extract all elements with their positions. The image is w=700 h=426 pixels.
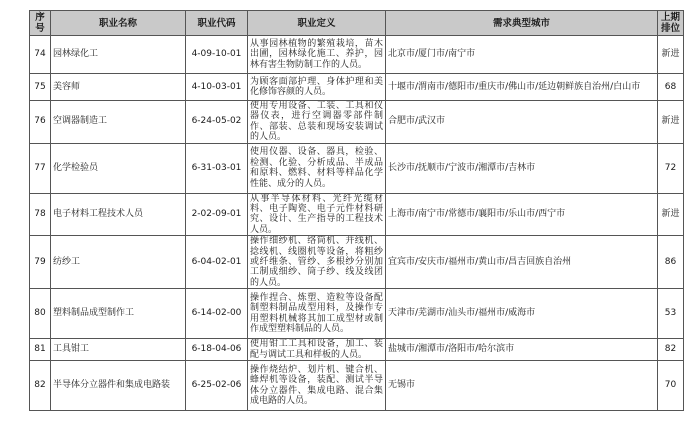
cell-cities: 北京市/厦门市/南宁市 [386, 36, 658, 74]
table-row [30, 289, 684, 339]
cell-cities: 合肥市/武汉市 [386, 101, 658, 144]
table-row [30, 101, 684, 144]
occupation-table [29, 10, 684, 411]
cell-rank: 68 [658, 74, 684, 101]
cell-name: 美容师 [51, 74, 186, 101]
table-row [30, 339, 684, 361]
cell-name: 空调器制造工 [51, 101, 186, 144]
cell-name: 工具钳工 [51, 339, 186, 361]
cell-code: 6-18-04-06 [186, 339, 248, 361]
cell-no: 79 [30, 236, 51, 289]
cell-name: 化学检验员 [51, 143, 186, 193]
cell-definition: 操作烧结炉、划片机、键合机、蜂焊机等设备，装配、测试半导体分立器件、集成电路、混合集成电路的人员。 [248, 361, 386, 411]
cell-name: 纺纱工 [51, 236, 186, 289]
cell-rank: 86 [658, 236, 684, 289]
cell-no: 74 [30, 36, 51, 74]
cell-rank: 53 [658, 289, 684, 339]
table-row [30, 143, 684, 193]
cell-definition: 从事园林植物的繁殖栽培，苗木出圃，园林绿化施工、养护，园林有害生物防制工作的人员。 [248, 36, 386, 74]
header-code: 职业代码 [186, 11, 248, 36]
cell-code: 6-31-03-01 [186, 143, 248, 193]
cell-definition: 为顾客面部护理、身体护理和美化修饰容颜的人员。 [248, 74, 386, 101]
cell-code: 6-24-05-02 [186, 101, 248, 144]
cell-name: 电子材料工程技术人员 [51, 193, 186, 236]
cell-rank: 新进 [658, 193, 684, 236]
header-rank: 上期排位 [658, 11, 684, 36]
cell-no: 82 [30, 361, 51, 411]
cell-code: 6-25-02-06 [186, 361, 248, 411]
table-row [30, 236, 684, 289]
table-header-row [30, 11, 684, 36]
cell-name: 园林绿化工 [51, 36, 186, 74]
cell-cities: 长沙市/抚顺市/宁波市/湘潭市/吉林市 [386, 143, 658, 193]
cell-code: 6-14-02-00 [186, 289, 248, 339]
cell-no: 75 [30, 74, 51, 101]
cell-cities: 无锡市 [386, 361, 658, 411]
cell-cities: 盐城市/湘潭市/洛阳市/哈尔滨市 [386, 339, 658, 361]
table-row [30, 36, 684, 74]
cell-code: 6-04-02-01 [186, 236, 248, 289]
cell-rank: 70 [658, 361, 684, 411]
cell-code: 4-09-10-01 [186, 36, 248, 74]
cell-cities: 宜宾市/安庆市/福州市/黄山市/昌吉回族自治州 [386, 236, 658, 289]
table-row [30, 74, 684, 101]
cell-name: 塑料制品成型制作工 [51, 289, 186, 339]
cell-definition: 使用仪器、设备、器具，检验、检测、化验、分析成品、半成品和原料、燃料、材料等样品化学性能、成分的人员。 [248, 143, 386, 193]
cell-definition: 使用钳工工具和设备，加工、装配与调试工具和样板的人员。 [248, 339, 386, 361]
cell-rank: 72 [658, 143, 684, 193]
header-definition: 职业定义 [248, 11, 386, 36]
cell-no: 80 [30, 289, 51, 339]
header-no: 序号 [30, 11, 51, 36]
cell-definition: 使用专用设备、工装、工具和仪器仪表，进行空调器零部件制作、部装、总装和现场安装调试的人员。 [248, 101, 386, 144]
cell-rank: 新进 [658, 101, 684, 144]
cell-name: 半导体分立器件和集成电路装 [51, 361, 186, 411]
cell-definition: 操作细纱机、络筒机、并线机、捻线机、线圈机等设备，将粗纱或纤维条、管纱、多根纱分别加工制成细纱、筒子纱、线及线团的人员。 [248, 236, 386, 289]
cell-definition: 操作捏合、炼塑、造粒等设备配制塑料制品成型用料，及操作专用塑料机械将其加工成型材或制作成型塑料制品的人员。 [248, 289, 386, 339]
cell-no: 78 [30, 193, 51, 236]
cell-rank: 82 [658, 339, 684, 361]
cell-rank: 新进 [658, 36, 684, 74]
cell-cities: 上海市/南宁市/常德市/襄阳市/乐山市/西宁市 [386, 193, 658, 236]
table-row [30, 193, 684, 236]
cell-cities: 天津市/芜湖市/汕头市/福州市/威海市 [386, 289, 658, 339]
cell-cities: 十堰市/渭南市/德阳市/重庆市/佛山市/延边朝鲜族自治州/白山市 [386, 74, 658, 101]
cell-no: 81 [30, 339, 51, 361]
cell-definition: 从事半导体材料、光纤光缆材料、电子陶瓷、电子元件材料研究、设计、生产指导的工程技术人员。 [248, 193, 386, 236]
cell-code: 2-02-09-01 [186, 193, 248, 236]
cell-code: 4-10-03-01 [186, 74, 248, 101]
table-row [30, 361, 684, 411]
header-name: 职业名称 [51, 11, 186, 36]
cell-no: 77 [30, 143, 51, 193]
header-cities: 需求典型城市 [386, 11, 658, 36]
occupation-table-container [29, 10, 684, 411]
cell-no: 76 [30, 101, 51, 144]
